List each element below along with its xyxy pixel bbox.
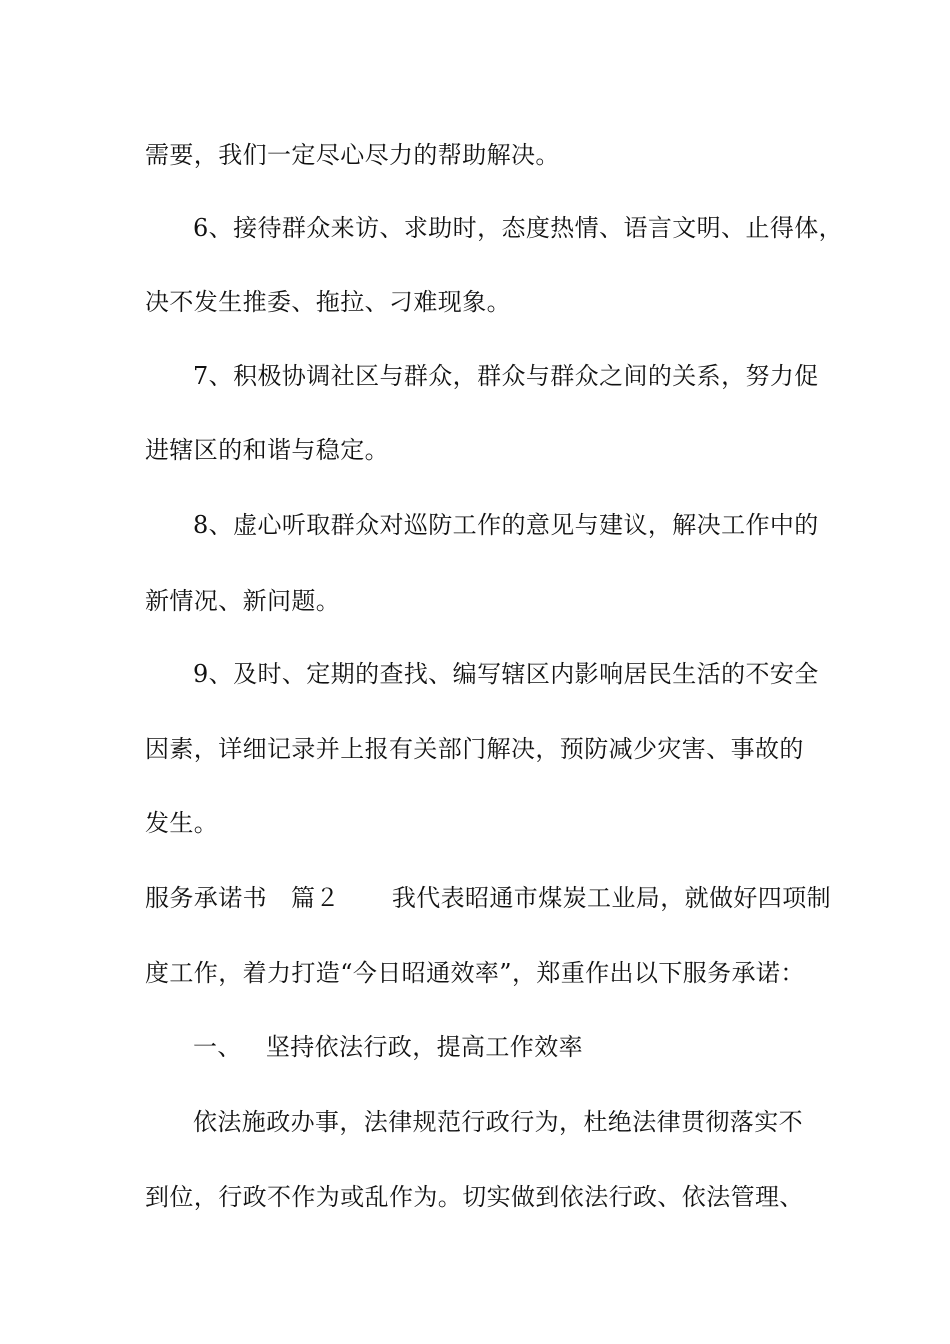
text-line: 6、接待群众来访、求助时，态度热情、语言文明、止得体，	[193, 214, 844, 242]
item-heading-line	[193, 1032, 863, 1062]
text-line: 新情况、新问题。	[145, 587, 341, 615]
text-line: 9、及时、定期的查找、编写辖区内影响居民生活的不安全	[193, 660, 819, 688]
section-intro: 我代表昭通市煤炭工业局，就做好四项制	[391, 884, 832, 912]
text-line: 因素，详细记录并上报有关部门解决，预防减少灾害、事故的	[145, 735, 804, 763]
text-line: 决不发生推委、拖拉、刁难现象。	[145, 288, 511, 316]
text-line: 度工作，着力打造“今日昭通效率”，郑重作出以下服务承诺：	[145, 959, 805, 987]
item-title: 坚持依法行政，提高工作效率	[265, 1033, 584, 1061]
text-line: 7、积极协调社区与群众，群众与群众之间的关系，努力促	[193, 362, 819, 390]
section-part: 篇２	[291, 884, 340, 912]
text-line: 依法施政办事，法律规范行政行为，杜绝法律贯彻落实不	[193, 1108, 803, 1136]
item-number: 一、	[193, 1033, 242, 1061]
text-line: 需要，我们一定尽心尽力的帮助解决。	[145, 141, 560, 169]
text-line: 到位，行政不作为或乱作为。切实做到依法行政、依法管理、	[145, 1183, 804, 1211]
text-line: 8、虚心听取群众对巡防工作的意见与建议，解决工作中的	[193, 511, 819, 539]
text-line: 发生。	[145, 809, 219, 837]
section-heading-line	[145, 883, 832, 913]
section-title: 服务承诺书	[145, 884, 267, 912]
text-line: 进辖区的和谐与稳定。	[145, 436, 389, 464]
